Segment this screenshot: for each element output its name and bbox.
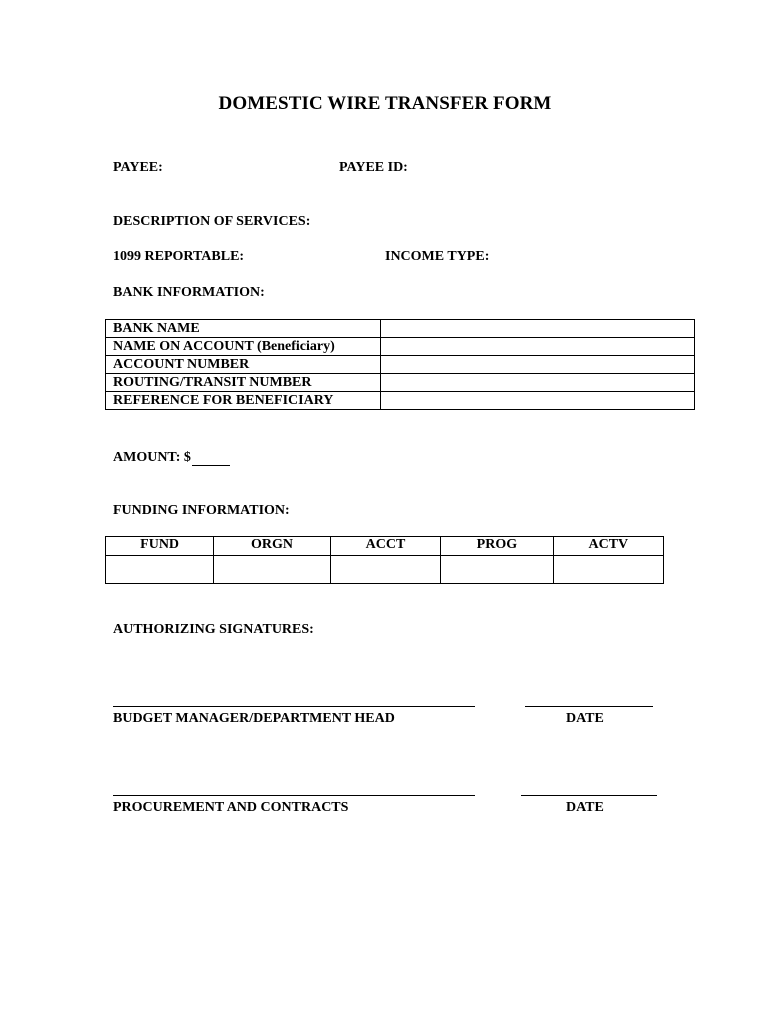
payee-label: PAYEE:: [113, 160, 163, 175]
acct-field[interactable]: [330, 556, 440, 584]
funding-column-header: ACCT: [330, 537, 440, 556]
funding-column-header: PROG: [441, 537, 553, 556]
funding-header-row: [106, 537, 664, 556]
bank-information-table: [105, 319, 695, 410]
bank-row: [106, 356, 695, 374]
budget-manager-label: BUDGET MANAGER/DEPARTMENT HEAD: [113, 711, 395, 726]
actv-field[interactable]: [553, 556, 663, 584]
funding-information-table: [105, 536, 664, 584]
description-of-services-label: DESCRIPTION OF SERVICES:: [113, 214, 311, 229]
budget-manager-date-line[interactable]: [525, 706, 653, 707]
funding-column-header: ORGN: [214, 537, 331, 556]
budget-manager-date-label: DATE: [566, 711, 604, 726]
procurement-date-label: DATE: [566, 800, 604, 815]
bank-row: [106, 392, 695, 410]
amount-label: AMOUNT: $: [113, 450, 191, 465]
procurement-signature-line[interactable]: [113, 795, 475, 796]
funding-value-row: [106, 556, 664, 584]
procurement-date-line[interactable]: [521, 795, 657, 796]
account-name-field[interactable]: [381, 338, 695, 356]
funding-column-header: FUND: [106, 537, 214, 556]
bank-row-label: REFERENCE FOR BENEFICIARY: [106, 392, 381, 410]
fund-field[interactable]: [106, 556, 214, 584]
bank-row: [106, 374, 695, 392]
funding-information-label: FUNDING INFORMATION:: [113, 503, 290, 518]
beneficiary-reference-field[interactable]: [381, 392, 695, 410]
form-title: DOMESTIC WIRE TRANSFER FORM: [218, 93, 552, 114]
bank-name-field[interactable]: [381, 320, 695, 338]
income-type-label: INCOME TYPE:: [385, 249, 490, 264]
authorizing-signatures-label: AUTHORIZING SIGNATURES:: [113, 622, 314, 637]
bank-row-label: ROUTING/TRANSIT NUMBER: [106, 374, 381, 392]
amount-row: [113, 450, 230, 466]
bank-row-label: ACCOUNT NUMBER: [106, 356, 381, 374]
prog-field[interactable]: [441, 556, 553, 584]
bank-row-label: BANK NAME: [106, 320, 381, 338]
1099-reportable-label: 1099 REPORTABLE:: [113, 249, 245, 264]
funding-column-header: ACTV: [553, 537, 663, 556]
routing-number-field[interactable]: [381, 374, 695, 392]
budget-manager-signature-line[interactable]: [113, 706, 475, 707]
bank-row: [106, 320, 695, 338]
orgn-field[interactable]: [214, 556, 331, 584]
amount-field[interactable]: [192, 452, 230, 466]
payee-id-label: PAYEE ID:: [339, 160, 408, 175]
bank-row-label: NAME ON ACCOUNT (Beneficiary): [106, 338, 381, 356]
account-number-field[interactable]: [381, 356, 695, 374]
procurement-label: PROCUREMENT AND CONTRACTS: [113, 800, 349, 815]
bank-row: [106, 338, 695, 356]
bank-information-label: BANK INFORMATION:: [113, 285, 265, 300]
